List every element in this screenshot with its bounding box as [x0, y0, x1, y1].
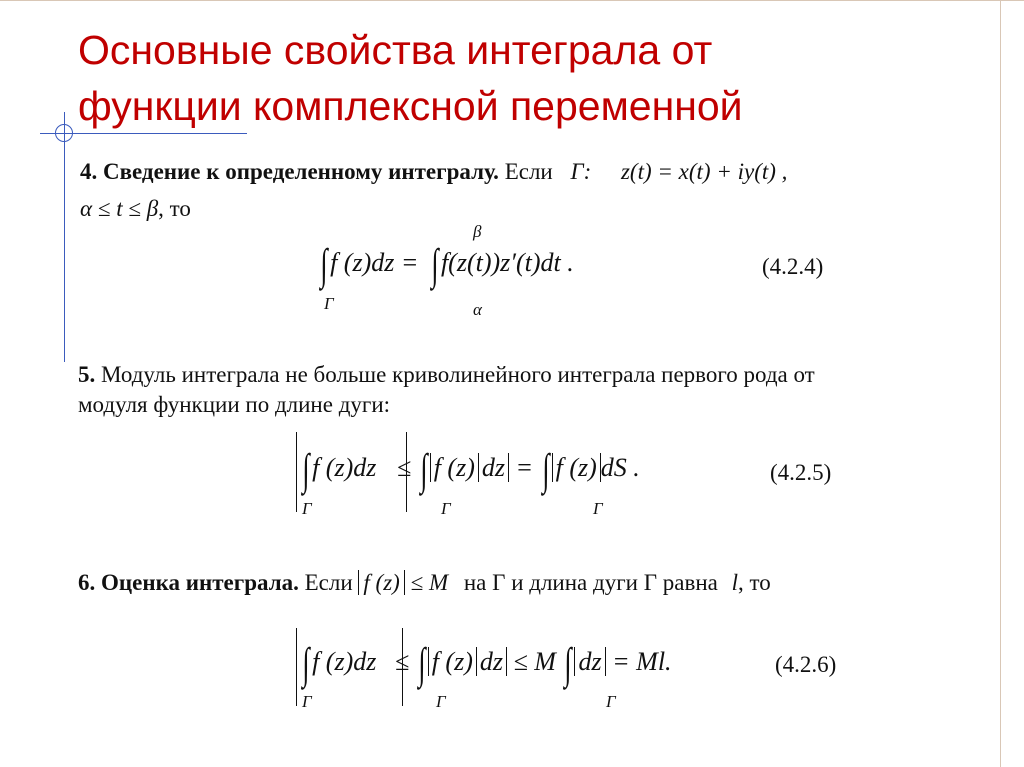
slide-border-top: [0, 0, 1024, 1]
prop6-text2: на Γ и длина дуги Γ равна: [463, 570, 718, 595]
prop5-part2: ≤: [396, 452, 412, 482]
prop6-formula: [300, 639, 672, 688]
integral-sign: ∫: [418, 639, 426, 688]
prop4-formula-right: f(z(t))z′(t)dt .: [440, 247, 574, 277]
prop6-part3: f (z): [428, 647, 477, 676]
prop4-range: α ≤ t ≤ β: [80, 196, 159, 221]
prop6-cond-rhs: ≤ M: [410, 570, 449, 595]
prop6-part2: ≤: [394, 646, 410, 676]
prop4-formula-left: f (z)dz =: [330, 247, 419, 277]
prop4-text2: , то: [158, 196, 191, 221]
prop5-lower-gamma: Γ: [441, 499, 451, 518]
prop5-lower-gamma: Γ: [593, 499, 603, 518]
prop4-lower-alpha: α: [473, 300, 482, 319]
prop5-part7: dS .: [600, 452, 640, 482]
title-line-2: функции комплексной переменной: [78, 83, 743, 129]
prop6-lower-gamma: Γ: [436, 692, 446, 711]
prop5-number: (4.2.5): [770, 460, 832, 485]
prop6-number: (4.2.6): [775, 652, 837, 677]
prop5-formula: [300, 445, 640, 494]
integral-sign: ∫: [302, 639, 310, 688]
integral-sign: ∫: [431, 240, 439, 289]
slide-border-right: [1000, 0, 1001, 767]
integral-sign: ∫: [420, 445, 428, 494]
integral-sign: ∫: [564, 639, 573, 688]
prop5-part3: f (z): [430, 453, 479, 482]
slide-title: [78, 22, 978, 134]
prop4-text1: Если: [504, 159, 553, 184]
prop4-formula: [318, 240, 574, 289]
guide-circle: [55, 124, 73, 142]
prop4-param: z(t) = x(t) + iy(t) ,: [620, 159, 788, 184]
prop4-upper-beta: β: [473, 222, 482, 241]
prop5-line2: модуля функции по длине дуги:: [78, 392, 391, 417]
prop6-part7: = Ml.: [612, 646, 672, 676]
prop4-line2: [80, 194, 191, 224]
prop6-lower-gamma: Γ: [302, 692, 312, 711]
abs-bar: [296, 432, 297, 512]
integral-sign: ∫: [320, 240, 328, 289]
prop4-heading: 4. Сведение к определенному интегралу.: [80, 159, 499, 184]
prop6-part1: f (z)dz: [312, 646, 377, 676]
prop6-text3: , то: [737, 570, 771, 595]
integral-sign: ∫: [302, 445, 310, 494]
prop5-part1: f (z)dz: [312, 452, 377, 482]
prop6-text1: Если: [304, 570, 353, 595]
integral-sign: ∫: [541, 445, 550, 494]
title-line-1: Основные свойства интеграла от: [78, 27, 713, 73]
prop5-text1: Модуль интеграла не больше криволинейного интеграла первого рода от: [101, 362, 815, 387]
prop6-cond: f (z): [358, 570, 404, 595]
prop6-l: l: [731, 570, 738, 595]
prop5-heading: 5.: [78, 362, 96, 387]
prop6-part6: dz: [574, 647, 605, 676]
prop4-line1: [80, 157, 787, 187]
prop5-line1: [78, 360, 815, 390]
prop6-line1: [78, 568, 771, 598]
prop5-part6: f (z): [552, 453, 601, 482]
prop6-heading: 6. Оценка интеграла.: [78, 570, 299, 595]
prop6-part4: dz: [477, 647, 507, 676]
prop5-part5: =: [515, 452, 534, 482]
prop5-lower-gamma: Γ: [302, 499, 312, 518]
prop4-curve: Γ:: [570, 159, 592, 184]
prop6-part5: ≤ M: [513, 646, 556, 676]
guide-line-vertical: [64, 112, 65, 362]
prop5-part4: dz: [479, 453, 509, 482]
prop4-number: (4.2.4): [762, 254, 824, 279]
prop6-lower-gamma: Γ: [606, 692, 616, 711]
prop4-lower-gamma: Γ: [324, 294, 334, 313]
abs-bar: [296, 628, 297, 706]
